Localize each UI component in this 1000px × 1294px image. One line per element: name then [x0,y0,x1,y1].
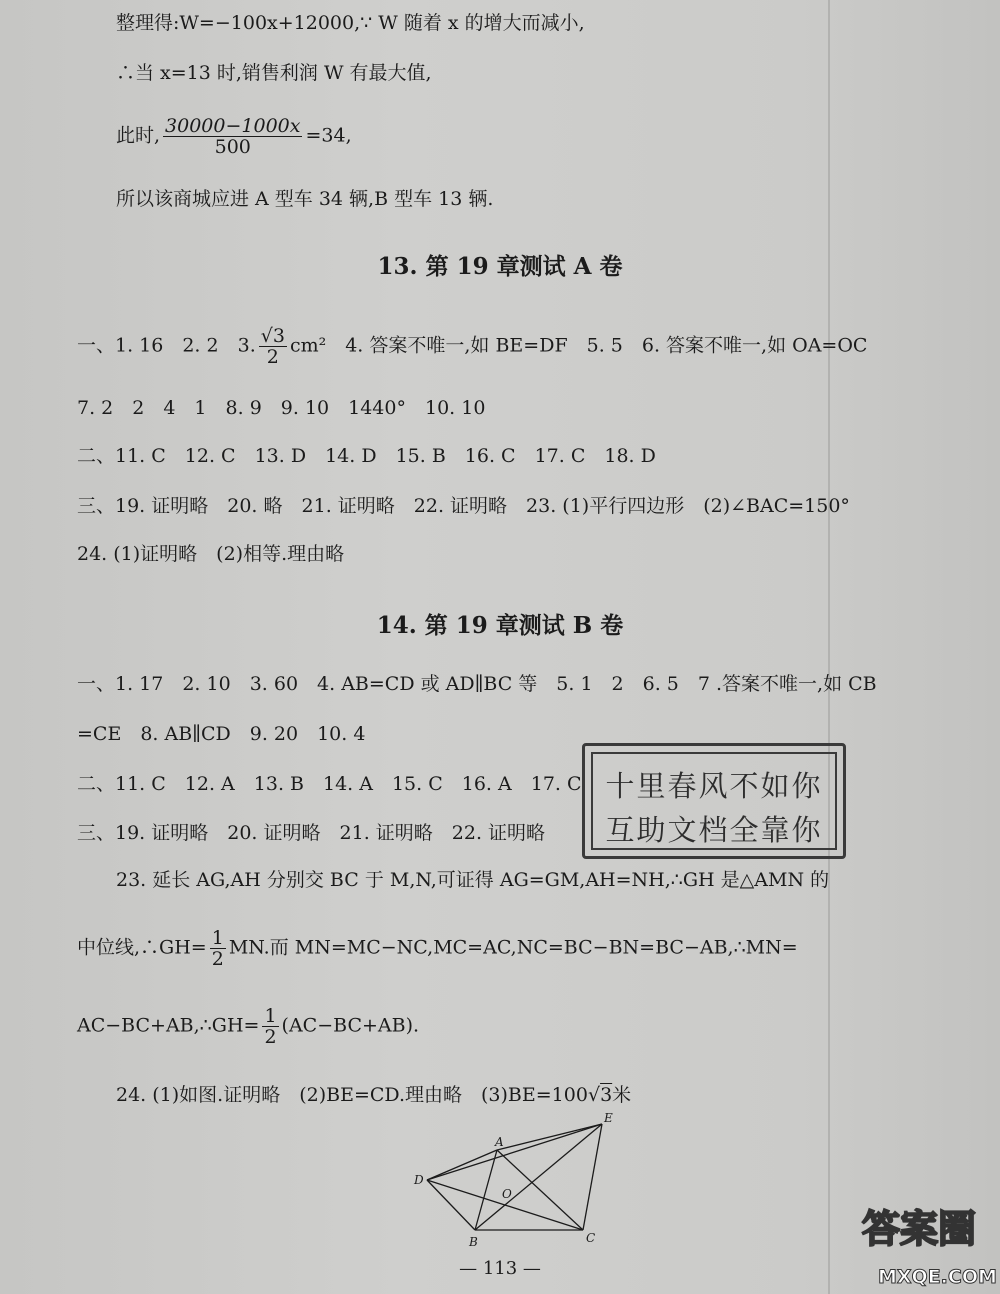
point-label-a: A [495,1135,504,1149]
page-number: — 113 — [459,1258,541,1279]
text-segment: cm² 4. 答案不唯一,如 BE=DF 5. 5 6. 答案不唯一,如 OA=OC [289,334,868,357]
point-label-c: C [586,1231,596,1245]
section-title-b: 14. 第 19 章测试 B 卷 [376,612,624,639]
fraction-denominator: 2 [266,346,279,368]
stamp-line-2: 互助文档全靠你 [605,813,823,847]
fraction-numerator: 30000−1000x [165,115,301,137]
text-segment: =34, [305,124,352,147]
point-label-o: O [502,1187,512,1201]
segment-da [427,1150,497,1180]
text-segment: MN.而 MN=MC−NC,MC=AC,NC=BC−BN=BC−AB,∴MN= [228,936,798,959]
segment-ec [583,1124,602,1230]
seal-stamp [582,743,846,859]
answer-line: 7. 2 2 4 1 8. 9 9. 10 1440° 10. 10 [77,397,486,419]
sqrt-radicand: 3 [600,1084,613,1106]
fraction-denominator: 500 [214,136,251,158]
answer-line-fraction [77,928,798,969]
page-fold [828,0,830,1294]
answer-line: 三、19. 证明略 20. 证明略 21. 证明略 22. 证明略 [77,822,546,844]
text-segment: (AC−BC+AB). [281,1014,420,1037]
fraction [163,116,302,157]
stamp-line-1: 十里春风不如你 [605,769,823,803]
fraction [262,1006,278,1047]
text-segment: 米 [612,1084,632,1106]
answer-line: 三、19. 证明略 20. 略 21. 证明略 22. 证明略 23. (1)平行四边形 (2)∠BAC=150° [77,495,850,517]
answer-line-fraction [77,1006,419,1047]
answer-line: 二、11. C 12. C 13. D 14. D 15. B 16. C 17. C 18. D [77,445,656,467]
text-line: 整理得:W=−100x+12000,∵ W 随着 x 的增大而减小, [116,12,585,34]
fraction-numerator: 1 [211,927,224,949]
segment-de [427,1124,602,1180]
text-segment: 一、1. 16 2. 2 3. [77,334,256,357]
text-line: 所以该商城应进 A 型车 34 辆,B 型车 13 辆. [116,188,494,210]
text-line-fraction [116,116,352,157]
point-label-d: D [414,1173,424,1187]
watermark-url: MXQE.COM [878,1266,997,1288]
answer-line: 二、11. C 12. A 13. B 14. A 15. C 16. A 17. C [77,773,582,795]
fraction [210,928,226,969]
answer-line: 24. (1)证明略 (2)相等.理由略 [77,543,345,565]
answer-line: 一、1. 17 2. 10 3. 60 4. AB=CD 或 AD∥BC 等 5. 1 2 6. 5 7 .答案不唯一,如 CB [77,673,877,695]
watermark-logo: 答案圈 [862,1207,977,1251]
answer-line [77,326,867,367]
fraction-denominator: 2 [211,948,224,970]
text-segment: 此时, [116,124,161,147]
segment-ab [475,1150,497,1230]
fraction [259,326,287,367]
geometry-figure [405,1110,625,1250]
text-segment: 中位线,∴GH= [77,936,207,959]
text-line: ∴当 x=13 时,销售利润 W 有最大值, [116,62,432,84]
answer-line: 23. 延长 AG,AH 分别交 BC 于 M,N,可证得 AG=GM,AH=NH,∴GH 是△AMN 的 [116,869,830,891]
answer-line: =CE 8. AB∥CD 9. 20 10. 4 [77,723,366,745]
answer-line: 24. (1)如图.证明略 (2)BE=CD.理由略 (3)BE=100√3米 [116,1084,632,1106]
fraction-numerator: √3 [260,325,285,347]
point-label-e: E [604,1111,613,1125]
point-label-b: B [469,1235,478,1249]
fraction-numerator: 1 [264,1005,277,1027]
fraction-denominator: 2 [264,1026,277,1048]
text-segment: AC−BC+AB,∴GH= [77,1014,260,1037]
text-segment: 24. (1)如图.证明略 (2)BE=CD.理由略 (3)BE=100 [116,1084,588,1106]
section-title-a: 13. 第 19 章测试 A 卷 [377,253,623,280]
